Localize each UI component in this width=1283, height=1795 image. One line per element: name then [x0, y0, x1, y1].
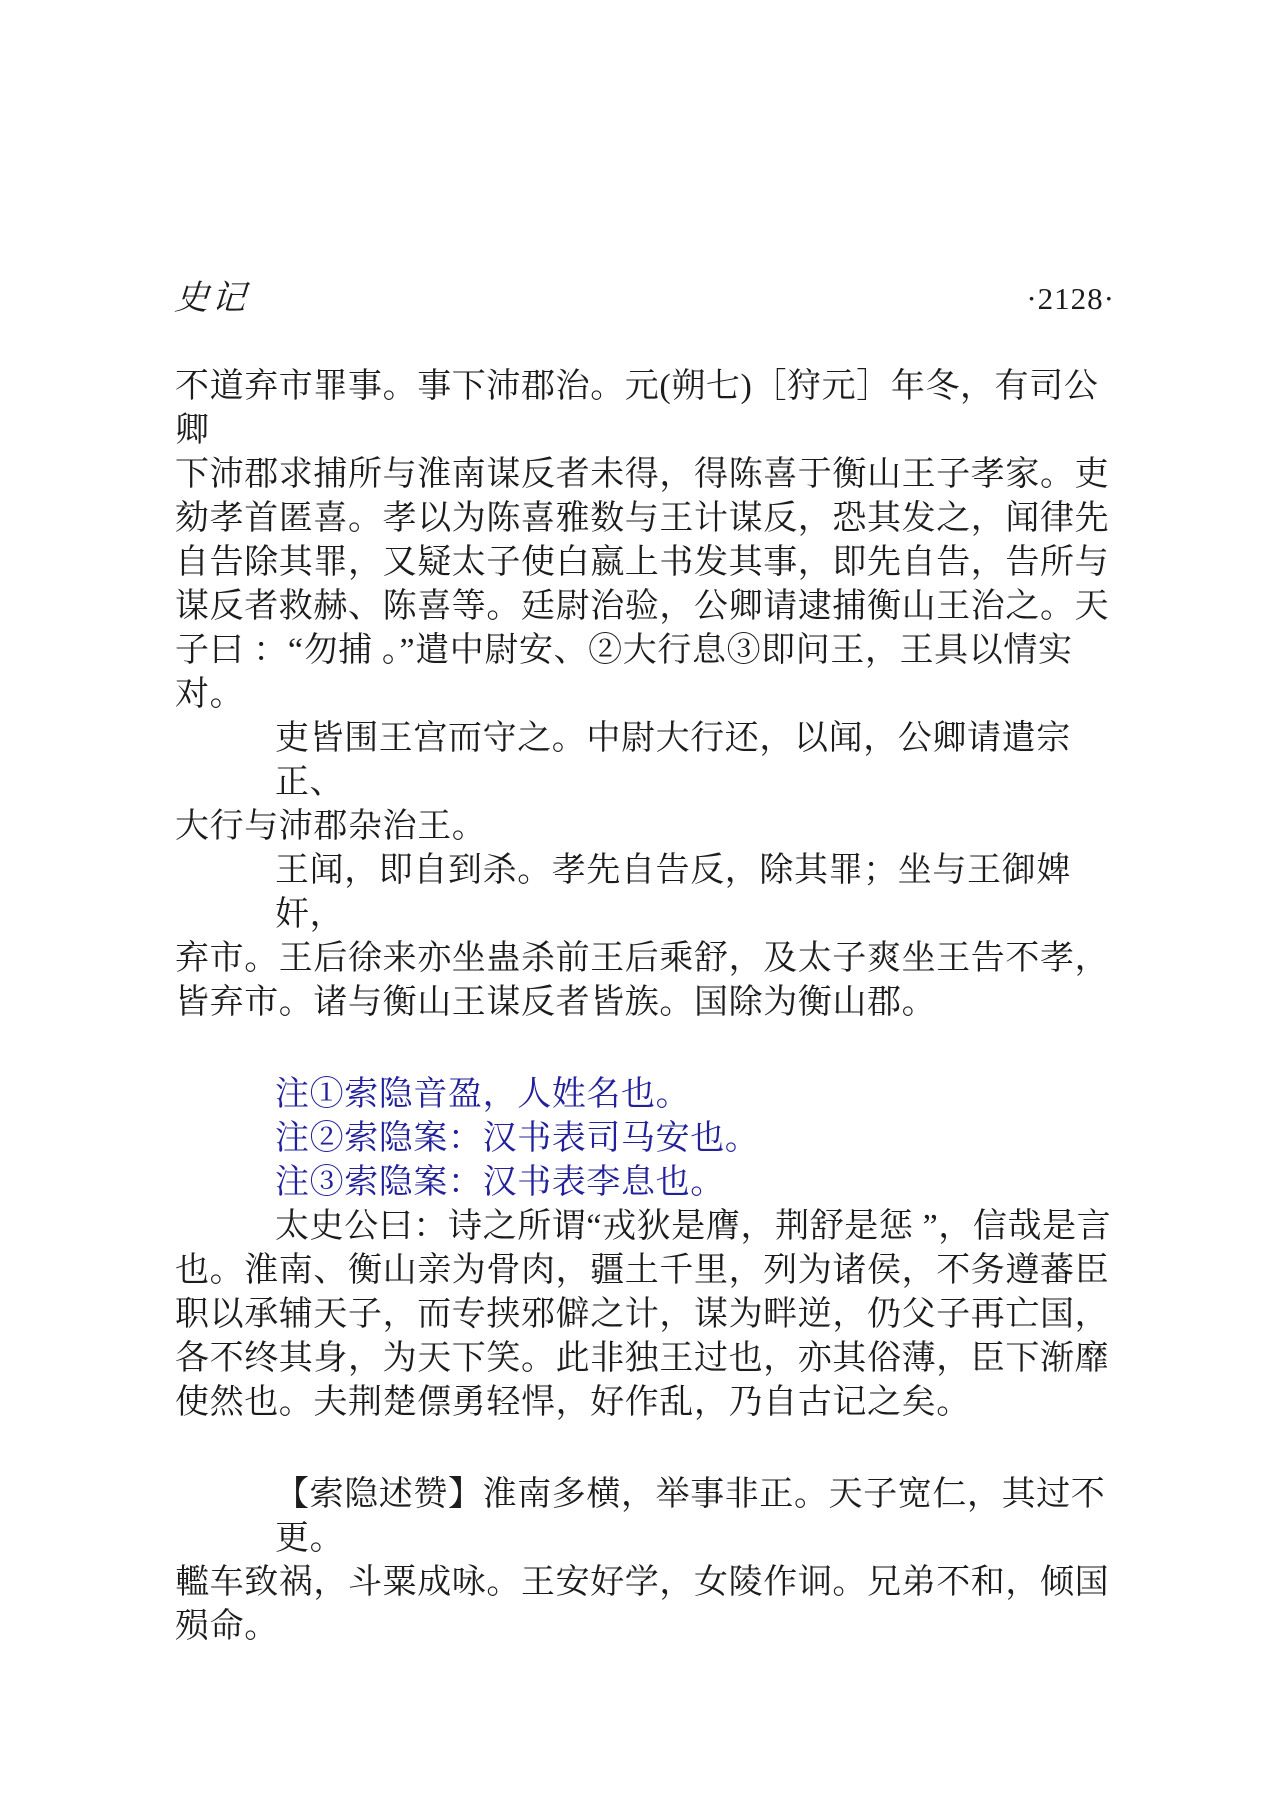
- blank-line: [175, 1025, 1115, 1073]
- text-line: 轞车致祸，斗粟成咏。王安好学，女陵作诇。兄弟不和，倾国: [175, 1564, 1110, 1601]
- text-line: 自告除其罪，又疑太子使白嬴上书发其事，即先自告，告所与: [175, 544, 1110, 581]
- text-line: 下沛郡求捕所与淮南谋反者未得，得陈喜于衡山王子孝家。吏: [175, 456, 1110, 493]
- text-line: 子曰 ：“勿捕 。”遣中尉安、②大行息③即问王，王具以情实: [175, 632, 1073, 669]
- text-line: 皆弃市。诸与衡山王谋反者皆族。国除为衡山郡。: [175, 984, 937, 1021]
- text-line: 弃市。王后徐来亦坐蛊杀前王后乘舒，及太子爽坐王告不孝，: [175, 940, 1110, 977]
- page-number: ·2128·: [1026, 281, 1115, 316]
- text-line: 不道弃市罪事。事下沛郡治。元(朔七)［狩元］年冬，有司公: [175, 368, 1099, 405]
- text-line: 王闻，即自到杀。孝先自告反，除其罪；坐与王御婢奸，: [275, 852, 1071, 933]
- page-header: [175, 270, 1115, 319]
- text-line: 大行与沛郡杂治王。: [175, 808, 487, 845]
- text-line: 也。淮南、衡山亲为骨肉，疆土千里，列为诸侯，不务遵蕃臣: [175, 1252, 1110, 1289]
- annotation-line: 注②索隐案：汉书表司马安也。: [275, 1120, 760, 1157]
- book-title: 史记: [173, 280, 251, 317]
- blank-line: [175, 1425, 1115, 1473]
- text-line: 职以承辅天子，而专挟邪僻之计，谋为畔逆，仍父子再亡国，: [175, 1296, 1110, 1333]
- text-line: 谋反者救赫、陈喜等。廷尉治验，公卿请逮捕衡山王治之。天: [175, 588, 1110, 625]
- text-line: 使然也。夫荆楚僄勇轻悍，好作乱，乃自古记之矣。: [175, 1384, 971, 1421]
- text-line: 各不终其身，为天下笑。此非独王过也，亦其俗薄，臣下渐靡: [175, 1340, 1110, 1377]
- text-line: 殒命。: [175, 1608, 279, 1645]
- text-line: 【索隐述赞】淮南多横，举事非正。天子宽仁，其过不更。: [275, 1476, 1106, 1557]
- text-line: 太史公曰：诗之所谓“戎狄是膺，荆舒是惩 ”，信哉是言: [275, 1208, 1112, 1245]
- text-line: 对。: [175, 676, 245, 713]
- text-line: 卿: [175, 412, 210, 449]
- text-line: 劾孝首匿喜。孝以为陈喜雅数与王计谋反，恐其发之，闻律先: [175, 500, 1110, 537]
- annotation-line: 注③索隐案：汉书表李息也。: [275, 1164, 725, 1201]
- text-block: [175, 365, 1115, 1649]
- annotation-line: 注①索隐音盈，人姓名也。: [275, 1076, 691, 1113]
- text-line: 吏皆围王宫而守之。中尉大行还，以闻，公卿请遣宗正、: [275, 720, 1071, 801]
